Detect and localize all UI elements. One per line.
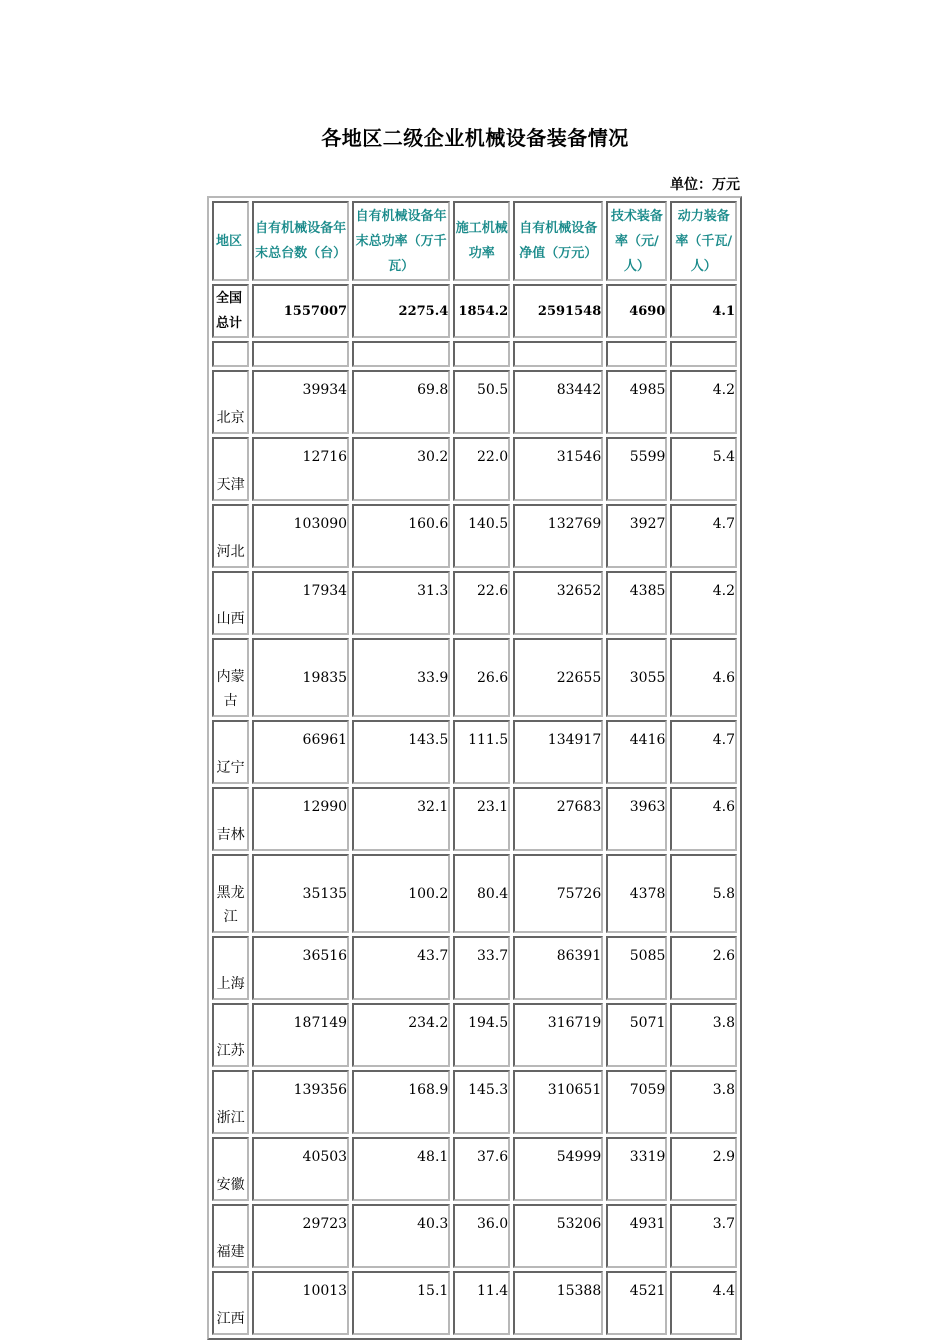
region-name-cell: 黑龙江 — [212, 854, 249, 933]
value-cell-v3: 22.6 — [453, 571, 510, 635]
value-cell-v1: 66961 — [252, 720, 349, 784]
value-cell-v2: 234.2 — [352, 1003, 450, 1067]
value-cell-v3: 36.0 — [453, 1204, 510, 1268]
table-row — [212, 504, 737, 568]
value-cell-v3: 23.1 — [453, 787, 510, 851]
value-cell-v4: 132769 — [513, 504, 603, 568]
value-cell-v2: 100.2 — [352, 854, 450, 933]
page-title: 各地区二级企业机械设备装备情况 — [321, 126, 629, 150]
value-cell-v5: 5071 — [606, 1003, 667, 1067]
value-cell-v4: 53206 — [513, 1204, 603, 1268]
region-name-cell: 山西 — [212, 571, 249, 635]
value-cell-v4: 310651 — [513, 1070, 603, 1134]
value-cell-v4: 75726 — [513, 854, 603, 933]
blank-cell — [252, 341, 349, 367]
region-name-cell: 上海 — [212, 936, 249, 1000]
region-name-cell: 福建 — [212, 1204, 249, 1268]
region-name-cell: 辽宁 — [212, 720, 249, 784]
blank-cell — [513, 341, 603, 367]
equipment-table — [207, 196, 742, 1340]
value-cell-v1: 10013 — [252, 1271, 349, 1335]
value-cell-v1: 39934 — [252, 370, 349, 434]
total-v6: 4.1 — [670, 284, 737, 338]
value-cell-v5: 4378 — [606, 854, 667, 933]
value-cell-v2: 30.2 — [352, 437, 450, 501]
value-cell-v2: 33.9 — [352, 638, 450, 717]
value-cell-v5: 5599 — [606, 437, 667, 501]
value-cell-v6: 3.7 — [670, 1204, 737, 1268]
value-cell-v5: 4931 — [606, 1204, 667, 1268]
value-cell-v1: 12716 — [252, 437, 349, 501]
table-row — [212, 370, 737, 434]
table-row — [212, 1070, 737, 1134]
value-cell-v1: 12990 — [252, 787, 349, 851]
value-cell-v3: 194.5 — [453, 1003, 510, 1067]
value-cell-v1: 103090 — [252, 504, 349, 568]
region-name-cell: 河北 — [212, 504, 249, 568]
value-cell-v4: 86391 — [513, 936, 603, 1000]
header-col2: 自有机械设备年末总功率（万千瓦） — [352, 201, 450, 281]
value-cell-v2: 160.6 — [352, 504, 450, 568]
value-cell-v3: 33.7 — [453, 936, 510, 1000]
value-cell-v5: 4416 — [606, 720, 667, 784]
region-name-cell: 安徽 — [212, 1137, 249, 1201]
value-cell-v5: 4521 — [606, 1271, 667, 1335]
value-cell-v2: 48.1 — [352, 1137, 450, 1201]
value-cell-v6: 5.4 — [670, 437, 737, 501]
value-cell-v5: 7059 — [606, 1070, 667, 1134]
header-col5: 技术装备率（元/人） — [606, 201, 667, 281]
blank-cell — [670, 341, 737, 367]
value-cell-v6: 4.6 — [670, 638, 737, 717]
header-col3: 施工机械功率 — [453, 201, 510, 281]
blank-cell — [352, 341, 450, 367]
value-cell-v3: 111.5 — [453, 720, 510, 784]
table-row — [212, 854, 737, 933]
blank-cell — [212, 341, 249, 367]
value-cell-v3: 50.5 — [453, 370, 510, 434]
table-row — [212, 1137, 737, 1201]
value-cell-v4: 32652 — [513, 571, 603, 635]
total-name: 全国总计 — [212, 284, 249, 338]
blank-row — [212, 341, 737, 367]
table-row — [212, 1204, 737, 1268]
table-row — [212, 638, 737, 717]
value-cell-v6: 4.2 — [670, 571, 737, 635]
value-cell-v2: 15.1 — [352, 1271, 450, 1335]
value-cell-v1: 35135 — [252, 854, 349, 933]
total-v5: 4690 — [606, 284, 667, 338]
value-cell-v3: 80.4 — [453, 854, 510, 933]
value-cell-v1: 36516 — [252, 936, 349, 1000]
value-cell-v6: 4.7 — [670, 504, 737, 568]
total-v4: 2591548 — [513, 284, 603, 338]
value-cell-v6: 4.6 — [670, 787, 737, 851]
value-cell-v1: 29723 — [252, 1204, 349, 1268]
total-row — [212, 284, 737, 338]
blank-cell — [606, 341, 667, 367]
value-cell-v4: 83442 — [513, 370, 603, 434]
value-cell-v5: 3319 — [606, 1137, 667, 1201]
value-cell-v3: 22.0 — [453, 437, 510, 501]
value-cell-v3: 140.5 — [453, 504, 510, 568]
table-row — [212, 437, 737, 501]
region-name-cell: 吉林 — [212, 787, 249, 851]
value-cell-v6: 3.8 — [670, 1070, 737, 1134]
value-cell-v1: 139356 — [252, 1070, 349, 1134]
region-name-cell: 北京 — [212, 370, 249, 434]
total-v2: 2275.4 — [352, 284, 450, 338]
region-name-cell: 内蒙古 — [212, 638, 249, 717]
value-cell-v5: 3927 — [606, 504, 667, 568]
value-cell-v6: 5.8 — [670, 854, 737, 933]
header-col6: 动力装备率（千瓦/人） — [670, 201, 737, 281]
value-cell-v6: 4.7 — [670, 720, 737, 784]
value-cell-v3: 11.4 — [453, 1271, 510, 1335]
value-cell-v1: 40503 — [252, 1137, 349, 1201]
table-row — [212, 1271, 737, 1335]
value-cell-v2: 31.3 — [352, 571, 450, 635]
value-cell-v2: 40.3 — [352, 1204, 450, 1268]
table-row — [212, 787, 737, 851]
value-cell-v1: 187149 — [252, 1003, 349, 1067]
value-cell-v4: 134917 — [513, 720, 603, 784]
value-cell-v4: 316719 — [513, 1003, 603, 1067]
value-cell-v1: 19835 — [252, 638, 349, 717]
value-cell-v6: 3.8 — [670, 1003, 737, 1067]
value-cell-v5: 4385 — [606, 571, 667, 635]
table-header-row — [212, 201, 737, 281]
region-name-cell: 浙江 — [212, 1070, 249, 1134]
region-name-cell: 江苏 — [212, 1003, 249, 1067]
value-cell-v1: 17934 — [252, 571, 349, 635]
table-row — [212, 936, 737, 1000]
value-cell-v4: 22655 — [513, 638, 603, 717]
value-cell-v5: 4985 — [606, 370, 667, 434]
value-cell-v5: 3055 — [606, 638, 667, 717]
value-cell-v4: 54999 — [513, 1137, 603, 1201]
value-cell-v3: 26.6 — [453, 638, 510, 717]
header-col4: 自有机械设备净值（万元） — [513, 201, 603, 281]
value-cell-v6: 2.6 — [670, 936, 737, 1000]
value-cell-v3: 145.3 — [453, 1070, 510, 1134]
value-cell-v2: 43.7 — [352, 936, 450, 1000]
value-cell-v4: 15388 — [513, 1271, 603, 1335]
unit-label: 单位：万元 — [670, 177, 740, 193]
value-cell-v5: 3963 — [606, 787, 667, 851]
table-row — [212, 720, 737, 784]
value-cell-v2: 143.5 — [352, 720, 450, 784]
value-cell-v2: 69.8 — [352, 370, 450, 434]
header-region: 地区 — [212, 201, 249, 281]
value-cell-v6: 4.4 — [670, 1271, 737, 1335]
region-name-cell: 江西 — [212, 1271, 249, 1335]
value-cell-v6: 2.9 — [670, 1137, 737, 1201]
total-v3: 1854.2 — [453, 284, 510, 338]
value-cell-v2: 168.9 — [352, 1070, 450, 1134]
value-cell-v5: 5085 — [606, 936, 667, 1000]
value-cell-v3: 37.6 — [453, 1137, 510, 1201]
value-cell-v4: 31546 — [513, 437, 603, 501]
total-v1: 1557007 — [252, 284, 349, 338]
header-col1: 自有机械设备年末总台数（台） — [252, 201, 349, 281]
value-cell-v2: 32.1 — [352, 787, 450, 851]
value-cell-v4: 27683 — [513, 787, 603, 851]
region-name-cell: 天津 — [212, 437, 249, 501]
table-row — [212, 1003, 737, 1067]
blank-cell — [453, 341, 510, 367]
value-cell-v6: 4.2 — [670, 370, 737, 434]
table-row — [212, 571, 737, 635]
